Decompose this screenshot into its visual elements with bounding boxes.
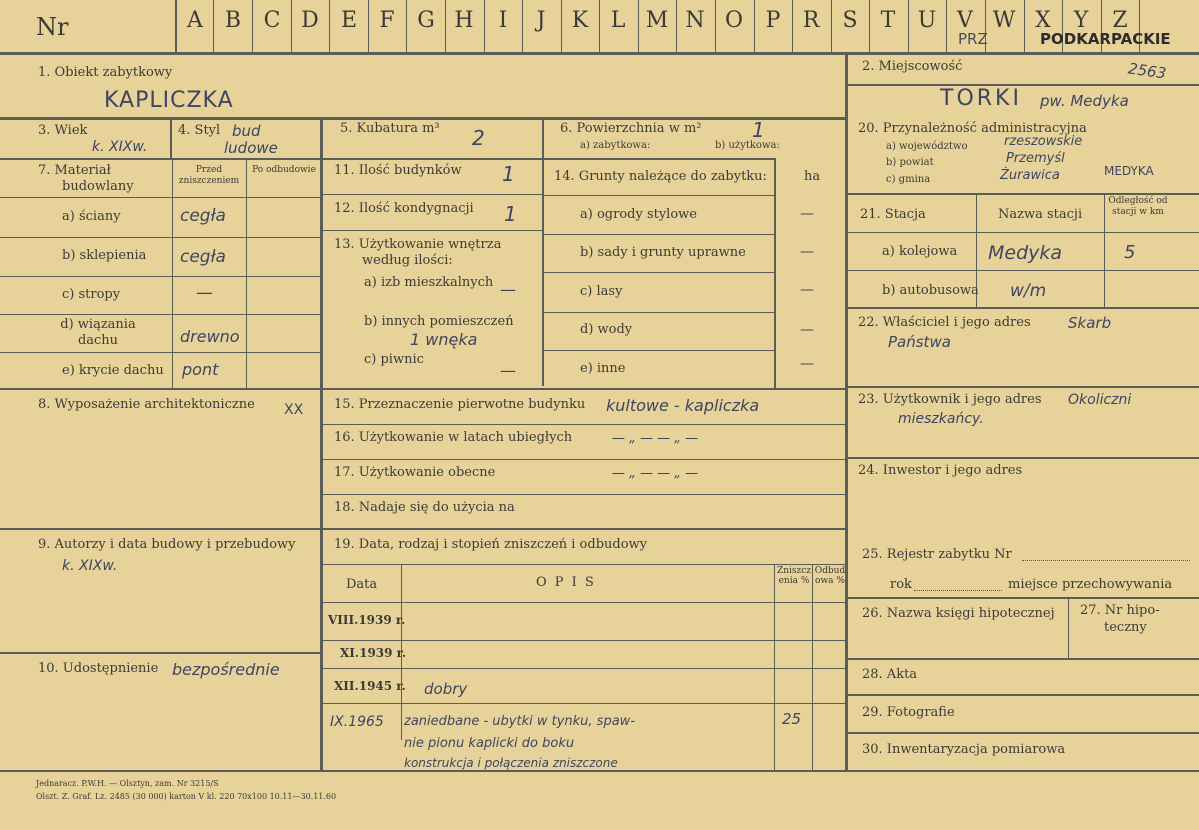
f14-row-other-value: — [800,356,814,372]
f14-row-forests-value: — [800,282,814,298]
letter-f: F [379,8,395,33]
letter-p: P [765,8,781,33]
f14-label: 14. Grunty należące do zabytku: [554,169,767,184]
f7-label-2: budowlany [62,179,134,194]
f5-value: 2 [472,126,485,150]
letter-e: E [340,8,358,33]
printer-note-1: Jednaracz. P.W.H. — Olsztyn, zam. Nr 3215/S [36,779,219,788]
f14-row-forests: c) lasy [580,284,623,299]
region-stamp: PODKARPACKIE [1040,30,1171,48]
letter-i: I [498,8,508,33]
f1-label: 1. Obiekt zabytkowy [38,65,173,80]
f21-a-distance: 5 [1124,242,1136,263]
f16-value: — „ — — „ — [612,431,699,446]
letter-v: V [957,8,973,33]
f2-value: TORKI [940,86,1022,111]
f29-label: 29. Fotografie [862,705,955,720]
f23-value-1: Okoliczni [1068,392,1132,408]
f25-register-dots [1022,560,1190,561]
f27-label-1: 27. Nr hipo- [1080,603,1160,618]
letter-a: A [187,8,203,33]
f13-label-1: 13. Użytkowanie wnętrza [334,237,502,252]
f21-col-distance: Odległość od stacji w km [1108,196,1168,217]
f20-b-value: Przemyśl [1006,151,1065,166]
f15-value: kultowe - kapliczka [606,396,760,415]
f4-label: 4. Styl [178,123,221,138]
f5-label: 5. Kubatura m³ [340,121,440,136]
f21-a: a) kolejowa [882,244,958,259]
letter-n: N [685,8,705,33]
f14-row-other: e) inne [580,361,626,376]
f7-col-before: Przed zniszczeniem [178,165,240,186]
f19-row-desc-3: dobry [424,680,468,698]
f13-a: a) izb mieszkalnych [364,275,494,290]
f1-value: KAPLICZKA [104,88,234,113]
f7-row-roof-truss-value: drewno [180,327,240,346]
f19-row-date-4: IX.1965 [330,714,384,730]
f13-c-value: — [500,361,516,380]
letter-s: S [842,8,858,33]
f22-value-1: Skarb [1068,314,1112,332]
f7-row-ceilings-value: — [196,283,213,303]
f7-row-ceilings: c) stropy [62,287,121,302]
f10-label: 10. Udostępnienie [38,661,159,676]
f19-label: 19. Data, rodzaj i stopień zniszczeń i odbudowy [334,537,648,552]
f14-unit: ha [804,169,821,184]
letter-o: O [724,8,744,33]
letter-m: M [645,8,669,33]
nr-label: Nr [36,13,69,41]
f6-label: 6. Powierzchnia w m² [560,121,702,136]
f21-b-name: w/m [1010,281,1047,301]
f3-label: 3. Wiek [38,123,88,138]
f19-row-date-3: XII.1945 r. [334,679,406,693]
f13-b: b) innych pomieszczeń [364,314,514,329]
f30-label: 30. Inwentaryzacja pomiarowa [862,742,1066,757]
f20-c-value: Żurawica [1000,168,1060,183]
letter-x: X [1035,8,1051,33]
f9-value: k. XIXw. [62,558,118,574]
f15-label: 15. Przeznaczenie pierwotne budynku [334,397,586,412]
f19-col-rebuild: Odbudowa % [814,566,846,587]
f8-value: XX [284,402,304,418]
f20-a-value: rzeszowskie [1004,134,1083,149]
f22-label: 22. Właściciel i jego adres [858,315,1031,330]
f28-label: 28. Akta [862,667,918,682]
f4-value-1: bud [232,122,261,140]
f6-sub-a: a) zabytkowa: [580,140,651,151]
f17-label: 17. Użytkowanie obecne [334,465,496,480]
f13-c: c) piwnic [364,352,424,367]
f17-value: — „ — — „ — [612,466,699,481]
f19-col-date: Data [346,577,378,592]
f14-row-waters: d) wody [580,322,633,337]
f6-value: 1 [752,118,765,142]
letter-d: D [301,8,319,33]
f20-a: a) województwo [886,141,968,152]
f7-row-vaults: b) sklepienia [62,248,147,263]
f20-b: b) powiat [886,157,934,168]
f21-col-name: Nazwa stacji [998,207,1083,222]
f10-value: bezpośrednie [172,660,280,679]
f6-sub-b: b) użytkowa: [715,140,780,151]
letter-t: T [880,8,896,33]
letter-r: R [802,8,820,33]
f9-label: 9. Autorzy i data budowy i przebudowy [38,537,296,552]
f21-b: b) autobusowa [882,283,979,298]
f4-value-2: ludowe [224,139,278,157]
f7-row-vaults-value: cegła [180,247,226,267]
f20-label: 20. Przynależność administracyjna [858,121,1087,136]
f2-note: pw. Medyka [1040,92,1129,110]
letter-y: Y [1073,8,1089,33]
f3-value: k. XIXw. [92,139,148,155]
f11-value: 1 [502,162,515,186]
f13-b-value: 1 wnęka [410,330,478,349]
letter-h: H [454,8,474,33]
f19-desc-continued-2: konstrukcja i połączenia zniszczone [404,756,618,770]
f8-label: 8. Wyposażenie architektoniczne [38,397,255,412]
f25-label: 25. Rejestr zabytku Nr [862,547,1012,562]
f13-label-2: według ilości: [362,253,453,268]
f21-a-name: Medyka [988,242,1063,264]
f14-row-orchards: b) sady i grunty uprawne [580,245,746,260]
f11-label: 11. Ilość budynków [334,163,462,178]
f7-row-roofing-value: pont [182,360,219,379]
f19-row-damage-4: 25 [782,710,802,728]
f25-storage: miejsce przechowywania [1008,577,1173,592]
f16-label: 16. Użytkowanie w latach ubiegłych [334,430,573,445]
letter-u: U [917,8,937,33]
f24-label: 24. Inwestor i jego adres [858,463,1023,478]
printer-note-2: Olszt. Z. Graf. Lz. 2485 (30 000) karton V kl. 220 70x100 10.11—30.11.60 [36,792,337,801]
f19-row-date-1: VIII.1939 r. [328,613,406,627]
f27-label-2: teczny [1104,620,1147,635]
f12-value: 1 [504,202,517,226]
f22-value-2: Państwa [888,333,951,351]
f19-row-desc-4: zaniedbane - ubytki w tynku, spaw- [404,714,635,729]
f23-label: 23. Użytkownik i jego adres [858,392,1042,407]
f19-col-damage: Zniszczenia % [776,566,812,587]
letter-w: W [992,8,1016,33]
letter-c: C [263,8,281,33]
f18-label: 18. Nadaje się do użycia na [334,500,515,515]
f7-label-1: 7. Materiał [38,163,111,178]
f14-row-gardens: a) ogrody stylowe [580,207,697,222]
letter-l: L [610,8,626,33]
f19-desc-continued-1: nie pionu kaplicki do boku [404,736,575,751]
f21-label: 21. Stacja [860,207,926,222]
f7-row-walls-value: cegła [180,206,226,226]
f20-c-value-2: MEDYKA [1104,164,1154,178]
f7-row-walls: a) ściany [62,209,121,224]
f25-year-dots [914,590,1002,591]
f14-row-orchards-value: — [800,244,814,260]
f13-a-value: — [500,280,516,299]
letter-z: Z [1112,8,1128,33]
f26-label: 26. Nazwa księgi hipotecznej [862,606,1055,621]
stamp-prefix: PRZ [958,30,988,48]
f23-value-2: mieszkańcy. [898,411,984,427]
f19-col-description: O P I S [536,575,596,590]
letter-j: J [536,8,546,33]
letter-g: G [417,8,435,33]
f14-row-waters-value: — [800,322,814,338]
letter-k: K [571,8,589,33]
f2-label: 2. Miejscowość [862,59,963,74]
f7-row-roof-truss: d) wiązania dachu [60,317,136,348]
f7-row-roofing: e) krycie dachu [62,363,164,378]
f7-col-after: Po odbudowie [252,165,316,175]
f12-label: 12. Ilość kondygnacji [334,201,474,216]
letter-b: B [224,8,242,33]
corner-number: 2563 [1126,59,1168,83]
f14-row-gardens-value: — [800,206,814,222]
f19-row-date-2: XI.1939 r. [340,646,407,660]
f20-c: c) gmina [886,174,931,185]
f25-year: rok [890,577,912,592]
